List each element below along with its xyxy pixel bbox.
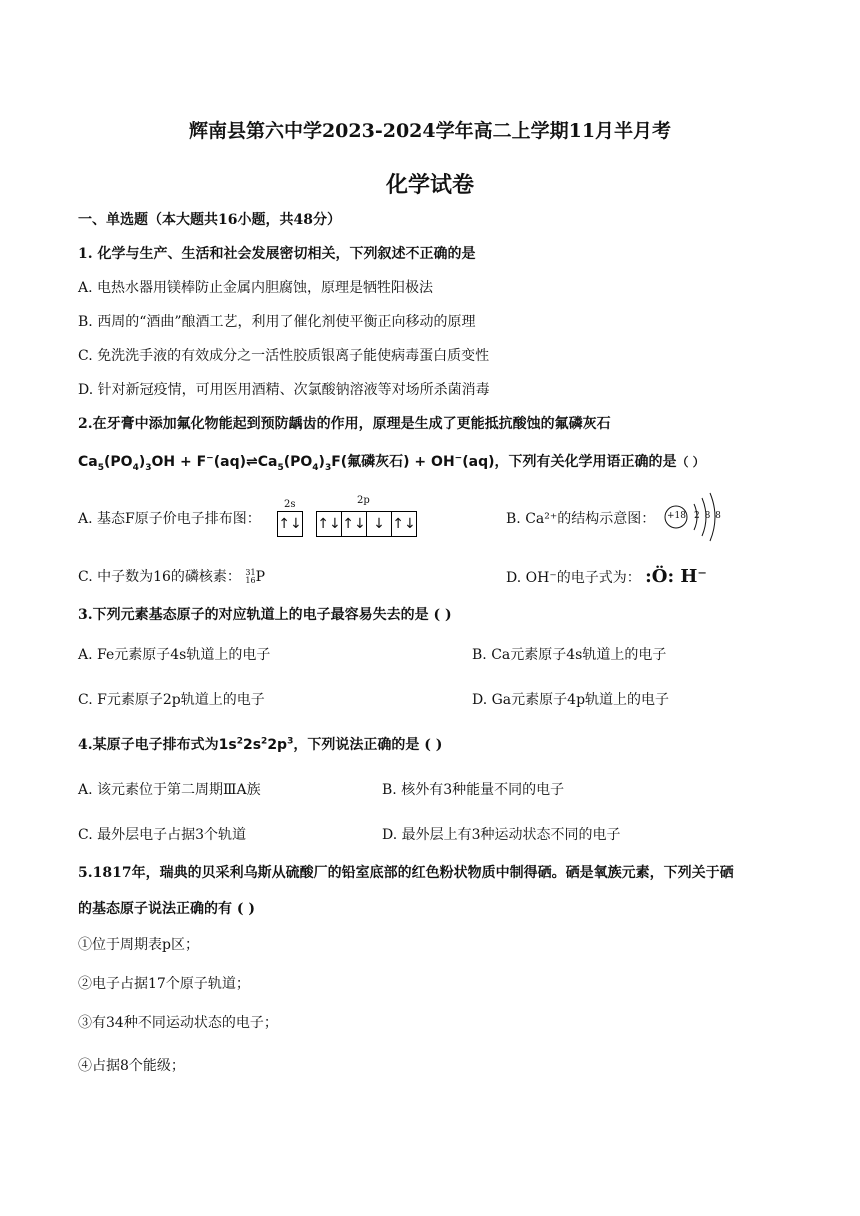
question-2-option-d-text: D. OH⁻的电子式为： <box>506 570 641 586</box>
question-2-equation-line: $Ca_5(PO_4)_3OH$ + $F^-(aq)\rightleftharpoons Ca_5(PO_4)_3F$(氟磷灰石) + OH−(aq)，下列有关化学用语正确的是（ ） <box>78 453 705 473</box>
nuclide-symbol: P <box>255 569 265 585</box>
document-subtitle: 化学试卷 <box>385 172 474 198</box>
orbital-box-2s <box>277 511 303 537</box>
question-3-option-c: C. F元素原子2p轨道上的电子 <box>78 692 265 708</box>
question-2-stem: 2.在牙膏中添加氟化物能起到预防龋齿的作用，原理是生成了更能抵抗酸蚀的氟磷灰石 <box>78 416 611 432</box>
question-3-option-d: D. Ga元素原子4p轨道上的电子 <box>472 692 670 708</box>
ion-nucleus-charge: +18 <box>667 511 686 521</box>
question-1-option-b: B. 西周的“酒曲”酿酒工艺，利用了催化剂使平衡正向移动的原理 <box>78 314 476 330</box>
question-3-option-b: B. Ca元素原子4s轨道上的电子 <box>472 647 667 663</box>
question-2-option-c-text: C. 中子数为16的磷核素： <box>78 569 241 585</box>
question-1-stem: 1. 化学与生产、生活和社会发展密切相关，下列叙述不正确的是 <box>78 246 476 262</box>
orbital-cell: ↑↓ <box>342 512 367 536</box>
question-4-stem <box>78 734 442 754</box>
question-4-option-d: D. 最外层上有3种运动状态不同的电子 <box>382 827 621 843</box>
electron-configuration: $1s^22s^22p^3$ <box>218 736 294 753</box>
question-4-option-a: A. 该元素位于第二周期ⅢA族 <box>78 782 261 798</box>
orbital-box-2p <box>316 511 417 537</box>
question-2-option-a: A. 基态F原子价电子排布图： <box>78 511 261 527</box>
question-3-stem: 3.下列元素基态原子的对应轨道上的电子最容易失去的是 ( ) <box>78 607 452 623</box>
question-3-option-a: A. Fe元素原子4s轨道上的电子 <box>78 647 271 663</box>
question-2-equation: $Ca_5(PO_4)_3OH$ + $F^-(aq)\rightleftharpoons Ca_5(PO_4)_3F$(氟磷灰石) + OH−(aq) <box>78 453 495 473</box>
section-heading: 一、单选题（本大题共16小题，共48分） <box>78 212 341 228</box>
orbital-cell: ↑↓ <box>392 516 416 532</box>
nuclide-mass-number: 31 <box>245 568 256 577</box>
orbital-label-2p: 2p <box>357 495 370 506</box>
electron-formula: :Ö: H⁻ <box>645 566 707 587</box>
question-4-option-c: C. 最外层电子占据3个轨道 <box>78 827 247 843</box>
question-5-item-2: ②电子占据17个原子轨道； <box>78 976 250 992</box>
question-1-option-a: A. 电热水器用镁棒防止金属内胆腐蚀，原理是牺牲阳极法 <box>78 280 434 296</box>
question-2-option-d <box>506 566 707 587</box>
orbital-cell: ↑↓ <box>278 516 302 532</box>
question-2-option-b: B. Ca²⁺的结构示意图： <box>506 511 656 527</box>
question-5-item-1: ①位于周期表p区； <box>78 937 199 953</box>
question-2-equation-tail: ，下列有关化学用语正确的是 <box>494 454 677 470</box>
nuclide-atomic-number: 16 <box>245 576 256 585</box>
orbital-label-2s: 2s <box>284 499 296 510</box>
orbital-cell: ↑↓ <box>317 512 342 536</box>
question-5-stem-line-2: 的基态原子说法正确的有 ( ) <box>78 901 255 917</box>
orbital-cell: ↓ <box>367 512 392 536</box>
question-1-option-c: C. 免洗洗手液的有效成分之一活性胶质银离子能使病毒蛋白质变性 <box>78 348 490 364</box>
document-title: 辉南县第六中学2023-2024学年高二上学期11月半月考 <box>188 120 672 142</box>
question-4-option-b: B. 核外有3种能量不同的电子 <box>382 782 565 798</box>
question-1-option-d: D. 针对新冠疫情，可用医用酒精、次氯酸钠溶液等对场所杀菌消毒 <box>78 382 490 398</box>
question-4-stem-post: ，下列说法正确的是 ( ) <box>293 737 443 753</box>
question-5-item-4: ④占据8个能级； <box>78 1058 185 1074</box>
question-5-stem-line-1: 5.1817年，瑞典的贝采利乌斯从硫酸厂的铅室底部的红色粉状物质中制得硒。硒是氧族元素，下列关于硒 <box>78 865 734 881</box>
ion-shell-electrons: 2 8 8 <box>694 511 722 521</box>
question-2-option-c <box>78 566 265 586</box>
question-5-item-3: ③有34种不同运动状态的电子； <box>78 1015 278 1031</box>
question-4-stem-pre: 4.某原子电子排布式为 <box>78 737 219 753</box>
